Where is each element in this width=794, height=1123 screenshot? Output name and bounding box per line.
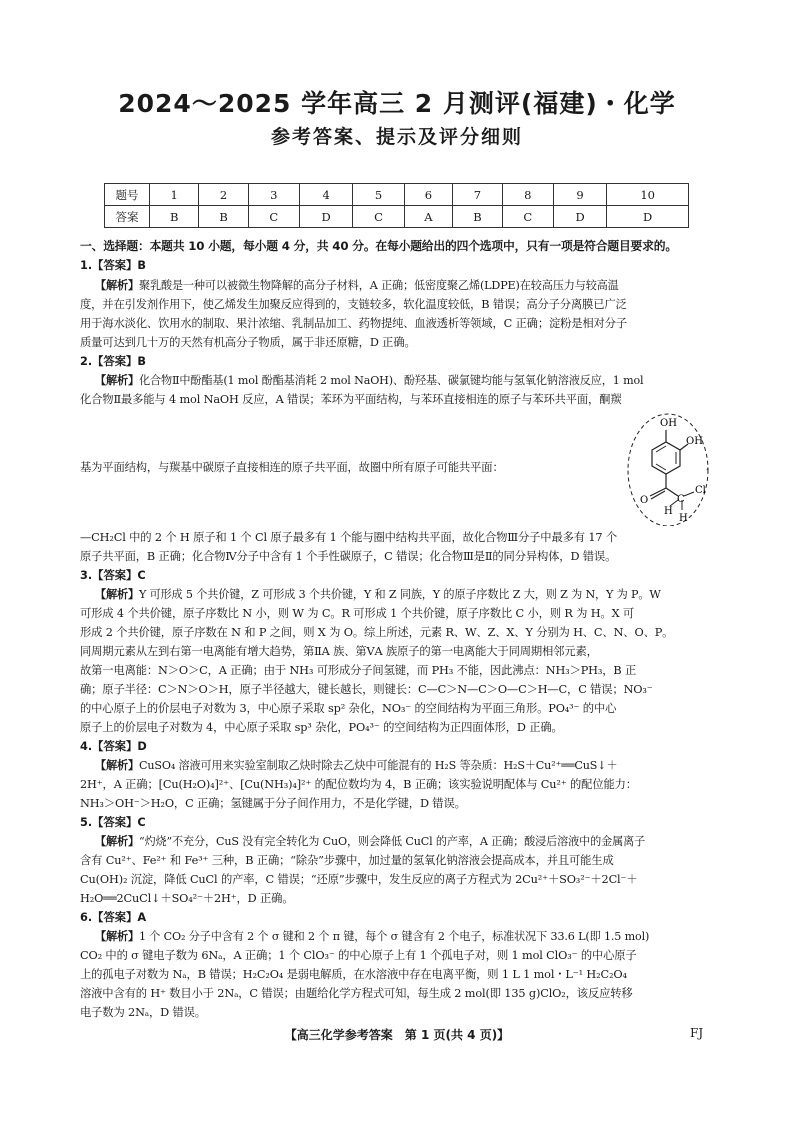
q4-text: CuSO₄ 溶液可用来实验室制取乙炔时除去乙炔中可能混有的 H₂S 等杂质：H₂S＋Cu²⁺══CuS↓＋: [138, 759, 618, 772]
q3-text: 确；原子半径：C＞N＞O＞H，原子半径越大，键长越长，则键长：C—C＞N—C＞O—C＞H—C，C 错误；NO₃⁻: [80, 683, 653, 696]
table-cell: 4: [299, 184, 352, 206]
q6-text: 溶液中含有的 H⁺ 数目小于 2Nₐ，C 错误；由题给化学方程式可知，每生成 2 mol(即 135 g)ClO₂，该反应转移: [80, 987, 633, 1000]
q2-head: 2.【答案】B: [80, 355, 146, 368]
table-cell: 6: [404, 184, 453, 206]
q2-line: [95, 372, 716, 388]
table-row-label: 答案: [105, 206, 150, 228]
table-row-label: 题号: [105, 184, 150, 206]
oh-label: OH: [686, 436, 703, 447]
q4-line: [95, 757, 716, 773]
table-cell: C: [353, 206, 404, 228]
q5-text: “灼烧”不充分，CuS 没有完全转化为 CuO，则会降低 CuCl 的产率，A 正确；酸浸后溶液中的金属离子: [138, 835, 646, 848]
q3-text: 形成 2 个共价键，原子序数在 N 和 P 之间，则 X 为 O。综上所述，元素 R、W、Z、X、Y 分别为 H、C、N、O、P。: [80, 626, 674, 639]
q1-line: [95, 277, 716, 293]
q6-text: 上的孤电子对数为 Nₐ，B 错误；H₂C₂O₄ 是弱电解质，在水溶液中存在电离平衡，则 1 L 1 mol・L⁻¹ H₂C₂O₄: [80, 968, 627, 981]
q2-text: 基为平面结构，与羰基中碳原子直接相连的原子共平面，故圈中所有原子可能共平面：: [80, 461, 504, 474]
oxygen-label: O: [640, 495, 649, 506]
q5-head: 5.【答案】C: [80, 816, 146, 829]
q3-text: 故第一电离能：N＞O＞C，A 正确；由于 NH₃ 可形成分子间氢键，而 PH₃ 不能，因此沸点：NH₃＞PH₃，B 正: [80, 664, 637, 677]
table-row: [105, 206, 689, 228]
q2-text: 化合物Ⅱ中酚酯基(1 mol 酚酯基消耗 2 mol NaOH)、酚羟基、碳氯键均能与氢氧化钠溶液反应，1 mol: [138, 374, 644, 387]
table-cell: B: [150, 206, 199, 228]
q2-text: 化合物Ⅱ最多能与 4 mol NaOH 反应，A 错误；苯环为平面结构，与苯环直接相连的原子与苯环共平面，酮羰: [80, 393, 622, 406]
q6-head: 6.【答案】A: [80, 911, 147, 924]
table-cell: A: [404, 206, 453, 228]
hydrogen-label: H: [679, 513, 688, 524]
q6-line: [95, 928, 716, 944]
analysis-tag: 【解析】: [95, 930, 139, 943]
q3-text: 的中心原子上的价层电子对数为 3，中心原子采取 sp² 杂化，NO₃⁻ 的空间结构为平面三角形。PO₄³⁻ 的中心: [80, 702, 617, 715]
table-cell: D: [299, 206, 352, 228]
oh-label: OH: [660, 418, 677, 429]
q4-text: 2H⁺，A 正确；[Cu(H₂O)₄]²⁺、[Cu(NH₃)₄]²⁺ 的配位数均为 4，B 正确；该实验说明配体与 Cu²⁺ 的配位能力：: [80, 778, 637, 791]
page-subtitle: 参考答案、提示及评分细则: [270, 126, 523, 148]
analysis-tag: 【解析】: [95, 279, 139, 292]
q1-answer: [80, 257, 146, 273]
q4-text: NH₃＞OH⁻＞H₂O，C 正确；氢键属于分子间作用力，不是化学键，D 错误。: [80, 797, 466, 810]
table-cell: 8: [502, 184, 553, 206]
analysis-tag: 【解析】: [95, 759, 139, 772]
q6-text: 1 个 CO₂ 分子中含有 2 个 σ 键和 2 个 π 键，每个 σ 键含有 2 个电子，标准状况下 33.6 L(即 1.5 mol): [138, 930, 650, 943]
table-cell: 10: [607, 184, 689, 206]
section-heading: 一、选择题：本题共 10 小题，每小题 4 分，共 40 分。在每小题给出的四个选项中，只有一项是符合题目要求的。: [80, 239, 677, 253]
table-cell: B: [199, 206, 248, 228]
analysis-tag: 【解析】: [95, 374, 139, 387]
q1-text: 聚乳酸是一种可以被微生物降解的高分子材料，A 正确；低密度聚乙烯(LDPE)在较高压力与较高温: [138, 279, 619, 292]
q5-answer: [80, 814, 146, 830]
q5-text: 含有 Cu²⁺、Fe²⁺ 和 Fe³⁺ 三种，B 正确；“除杂”步骤中，加过量的氢氧化钠溶液会提高成本，并且可能生成: [80, 854, 614, 867]
table-cell: D: [607, 206, 689, 228]
q6-answer: [80, 909, 146, 925]
q3-text: 可形成 4 个共价键，原子序数比 N 小，则 W 为 C。R 可形成 1 个共价键，原子序数比 C 小，则 R 为 H。X 可: [80, 607, 635, 620]
table-cell: 5: [353, 184, 404, 206]
q3-head: 3.【答案】C: [80, 569, 146, 582]
table-cell: D: [553, 206, 606, 228]
analysis-tag: 【解析】: [95, 835, 139, 848]
chlorine-label: Cl: [695, 485, 706, 496]
q2-text: 原子共平面，B 正确；化合物Ⅳ分子中含有 1 个手性碳原子，C 错误；化合物Ⅲ是Ⅱ的同分异构体，D 错误。: [80, 550, 617, 563]
region-code: FJ: [690, 1026, 704, 1040]
q4-answer: [80, 738, 147, 754]
q3-text: 原子上的价层电子对数为 4，中心原子采取 sp³ 杂化，PO₄³⁻ 的空间结构为正四面体形，D 正确。: [80, 721, 563, 734]
q6-text: 电子数为 2Nₐ，D 错误。: [80, 1006, 206, 1019]
q3-text: 同周期元素从左到右第一电离能有增大趋势，第ⅡA 族、第ⅤA 族原子的第一电离能大于同周期相邻元素，: [80, 645, 598, 658]
q4-head: 4.【答案】D: [80, 740, 147, 753]
q6-text: CO₂ 中的 σ 键电子数为 6Nₐ，A 正确；1 个 ClO₃⁻ 的中心原子上有 1 个孤电子对，则 1 mol ClO₃⁻ 的中心原子: [80, 949, 637, 962]
table-row: [105, 184, 689, 206]
molecule-structure-diagram: [618, 410, 714, 526]
q1-head: 1.【答案】B: [80, 259, 146, 272]
page-footer: 【高三化学参考答案 第 1 页(共 4 页)】: [284, 1028, 510, 1042]
hydrogen-label: H: [664, 506, 673, 517]
q3-text: Y 可形成 5 个共价键，Z 可形成 3 个共价键，Y 和 Z 同族，Y 的原子序数比 Z 大，则 Z 为 N，Y 为 P。W: [138, 588, 661, 601]
table-cell: C: [248, 206, 299, 228]
q2-answer: [80, 353, 146, 369]
answer-table: [104, 183, 689, 228]
q5-text: H₂O══2CuCl↓＋SO₄²⁻＋2H⁺，D 正确。: [80, 892, 294, 905]
carbon-label: C: [677, 494, 685, 505]
comma: ,: [706, 459, 710, 472]
q2-text: —CH₂Cl 中的 2 个 H 原子和 1 个 Cl 原子最多有 1 个能与圈中结构共平面，故化合物Ⅲ分子中最多有 17 个: [80, 531, 617, 544]
table-cell: C: [502, 206, 553, 228]
table-cell: 1: [150, 184, 199, 206]
analysis-tag: 【解析】: [95, 588, 139, 601]
table-cell: 7: [453, 184, 502, 206]
table-cell: 9: [553, 184, 606, 206]
page-title: 2024～2025 学年高三 2 月测评(福建)・化学: [118, 89, 676, 118]
q1-text: 度，并在引发剂作用下，使乙烯发生加聚反应得到的，支链较多，软化温度较低，B 错误；高分子分离膜已广泛: [80, 298, 627, 311]
q5-text: Cu(OH)₂ 沉淀，降低 CuCl 的产率，C 错误；“还原”步骤中，发生反应的离子方程式为 2Cu²⁺＋SO₃²⁻＋2Cl⁻＋: [80, 873, 638, 886]
table-cell: 2: [199, 184, 248, 206]
q5-line: [95, 833, 716, 849]
table-cell: B: [453, 206, 502, 228]
q3-line: [95, 586, 716, 602]
q1-text: 质量可达到几十万的天然有机高分子物质，属于非还原糖，D 正确。: [80, 336, 416, 349]
q3-answer: [80, 567, 146, 583]
table-cell: 3: [248, 184, 299, 206]
q1-text: 用于海水淡化、饮用水的制取、果汁浓缩、乳制品加工、药物提纯、血液透析等领域，C 正确；淀粉是相对分子: [80, 317, 627, 330]
